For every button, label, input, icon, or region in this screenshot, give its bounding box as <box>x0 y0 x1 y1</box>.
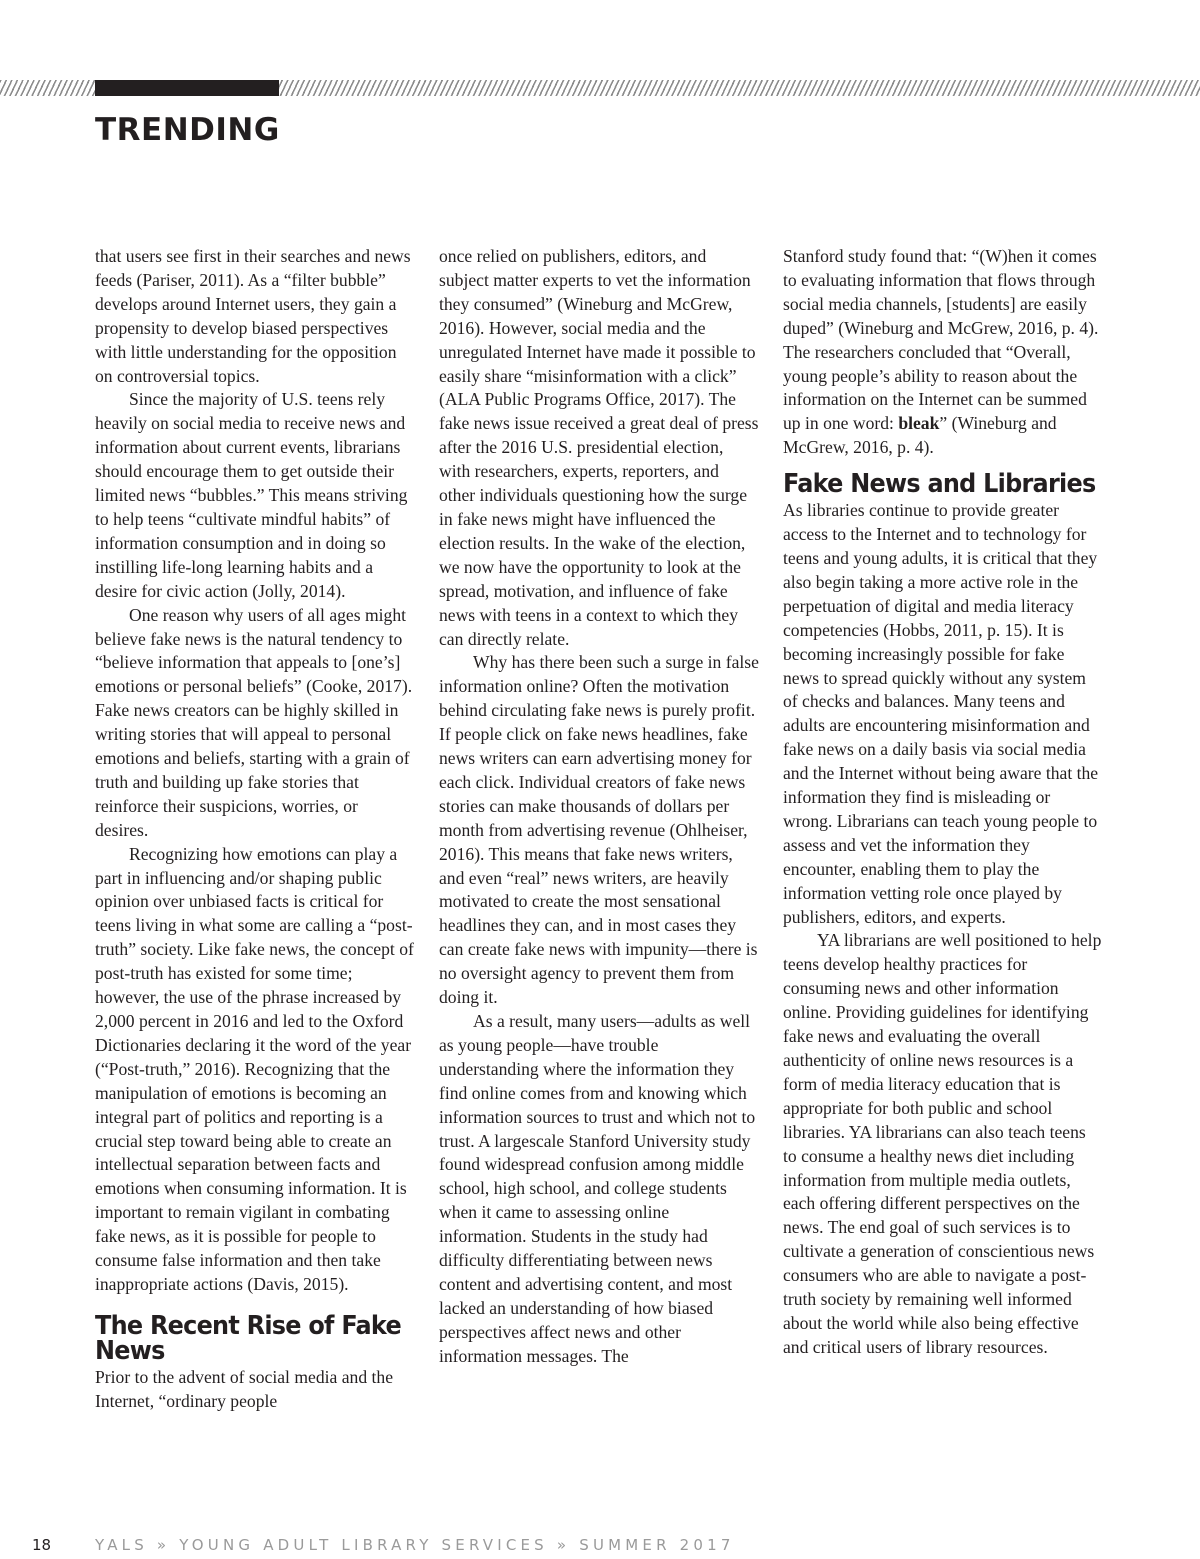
section-title: TRENDING <box>95 112 280 148</box>
paragraph: Since the majority of U.S. teens rely heavily on social media to receive news and information about current events, librarians should encourage them to get outside their limited news “bubbles.” This means striving to help teens “cultivate mindful habits” of information consumption and in doing so instilling life-long learning habits and a desire for civic action (Jolly, 2014). <box>95 389 408 601</box>
paragraph: once relied on publishers, editors, and subject matter experts to vet the information they consumed” (Wineburg and McGrew, 2016). However, social media and the unregulated Internet have made it possible to easily share “misinformation with a click” (ALA Public Programs Office, 2017). The fake news issue received a great deal of press after the 2016 U.S. presidential election, with researchers, experts, reporters, and other individuals questioning how the surge in fake news might have influenced the election results. In the wake of the election, we now have the opportunity to look at the spread, motivation, and influence of fake news with teens in a context to which they can directly relate. <box>439 246 759 649</box>
paragraph: Recognizing how emotions can play a part in influencing and/or shaping public opinion over unbiased facts is critical for teens living in what some are calling a “post-truth” society. Like fake news, the concept of post-truth has existed for some time; however, the use of the phrase increased by 2,000 percent in 2016 and led to the Oxford Dictionaries declaring it the word of the year (“Post-truth,” 2016). Recognizing that the manipulation of emotions is becoming an integral part of politics and reporting is a crucial step toward being able to create an intellectual separation between facts and emotions when consuming information. It is important to remain vigilant in combating fake news, as it is possible for people to consume false information and then take inappropriate actions (Davis, 2015). <box>95 843 414 1294</box>
paragraph-text: ” (Wineburg and McGrew, 2016, p. 4). <box>783 413 1057 458</box>
emphasis-bleak: bleak <box>898 413 940 434</box>
paragraph-text: Stanford study found that: “(W)hen it comes to evaluating information that flows through social media channels, [students] are easily duped” (Wineburg and McGrew, 2016, p. 4). The researchers concluded that “Overall, young people’s ability to reason about the information on the Internet can be summed up in one word: <box>783 246 1099 434</box>
article-column-3 <box>783 245 1103 1360</box>
paragraph: As a result, many users—adults as well as young people—have trouble understanding where the information they find online comes from and knowing which information sources to trust and which not to trust. A largescale Stanford University study found widespread confusion among middle school, high school, and college students when it came to assessing online information. Students in the study had difficulty differentiating between news content and advertising content, and most lacked an understanding of how biased perspectives affect news and other information messages. The <box>439 1011 756 1366</box>
paragraph: One reason why users of all ages might believe fake news is the natural tendency to “believe information that appeals to [one’s] emotions or personal beliefs” (Cooke, 2017). Fake news creators can be highly skilled in writing stories that will appeal to personal emotions and beliefs, starting with a grain of truth and building up fake stories that reinforce their suspicions, worries, or desires. <box>95 604 413 840</box>
paragraph: YA librarians are well positioned to help teens develop healthy practices for consuming news and other information online. Providing guidelines for identifying fake news and evaluating the overall authenticity of online news resources is a form of media literacy education that is appropriate for both public and school libraries. YA librarians can also teach teens to consume a healthy news diet including information from multiple media outlets, each offering different perspectives on the news. The end goal of such services is to cultivate a generation of conscientious news consumers who are able to navigate a post-truth society by remaining well informed about the world while also being effective and critical users of library resources. <box>783 930 1102 1357</box>
subheading-fake-news-libraries: Fake News and Libraries <box>783 469 1096 500</box>
subheading-recent-rise: The Recent Rise of Fake News <box>95 1310 401 1366</box>
paragraph: Why has there been such a surge in false information online? Often the motivation behind circulating fake news is purely profit. If people click on fake news headlines, fake news writers can earn advertising money for each click. Individual creators of fake news stories can make thousands of dollars per month from advertising revenue (Ohlheiser, 2016). This means that fake news writers, and even “real” news writers, are heavily motivated to create the most sensational headlines they can, and in most cases they can create fake news with impunity—there is no oversight agency to prevent them from doing it. <box>439 652 759 1008</box>
paragraph: As libraries continue to provide greater access to the Internet and to technology for teens and young adults, it is critical that they also begin taking a more active role in the perpetuation of digital and media literacy competencies (Hobbs, 2011, p. 15). It is becoming increasingly possible for fake news to spread quickly without any system of checks and balances. Many teens and adults are encountering misinformation and fake news on a daily basis via social media and the Internet without being aware that the information they find is misleading or wrong. Librarians can teach young people to assess and vet the information they encounter, enabling them to play the information vetting role once played by publishers, editors, and experts. <box>783 500 1099 927</box>
article-column-2 <box>439 245 759 1369</box>
running-head: YALS » YOUNG ADULT LIBRARY SERVICES » SUMMER 2017 <box>95 1536 735 1554</box>
paragraph: that users see first in their searches and news feeds (Pariser, 2011). As a “filter bubble” develops around Internet users, they gain a propensity to develop biased perspectives with little understanding for the opposition on controversial topics. <box>95 246 411 386</box>
article-column-1 <box>95 245 415 1414</box>
paragraph <box>783 245 1103 460</box>
page-number: 18 <box>32 1536 52 1554</box>
page-footer <box>0 1532 1200 1558</box>
header-accent-bar <box>95 80 279 96</box>
paragraph: Prior to the advent of social media and the Internet, “ordinary people <box>95 1366 394 1411</box>
